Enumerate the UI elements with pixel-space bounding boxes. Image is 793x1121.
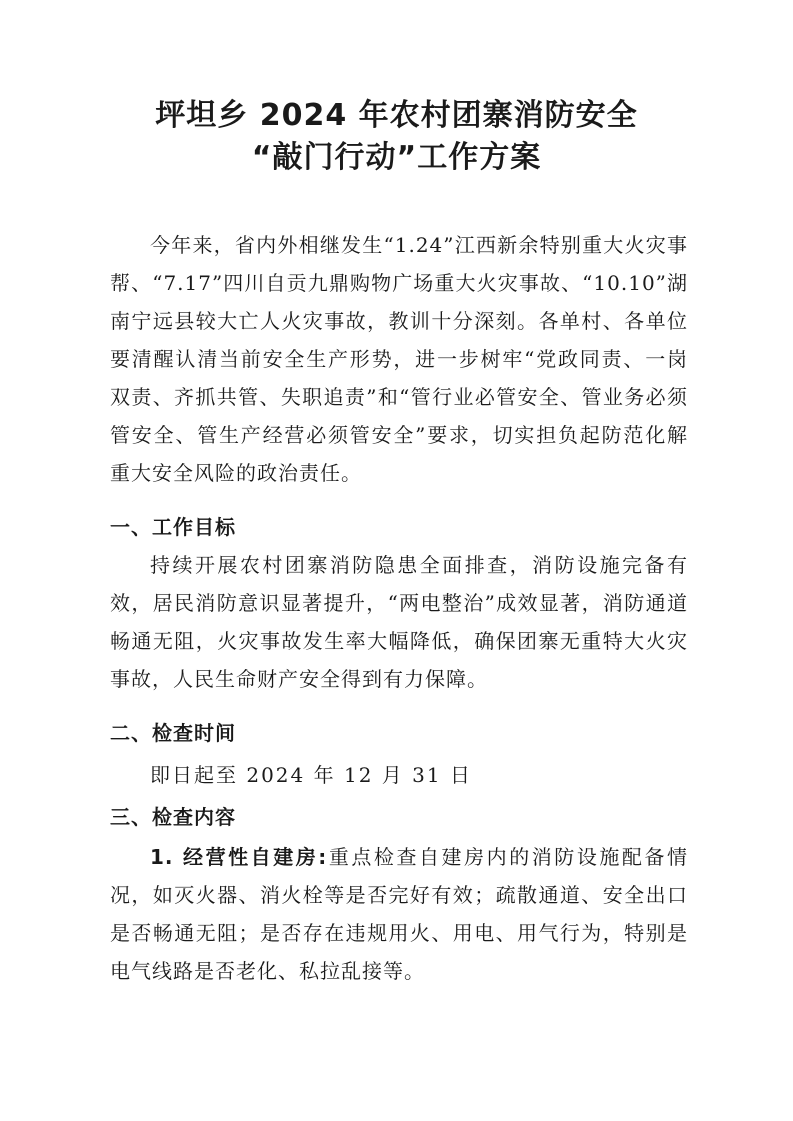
intro-paragraph: 今年来，省内外相继发生“1.24”江西新余特别重大火灾事帮、“7.17”四川自贡九鼎购物广场重大火灾事故、“10.10”湖南宁远县较大亡人火灾事故，教训十分深刻。各单村、各单位要清醒认清当前安全生产形势，进一步树牢“党政同责、一岗双责、齐抓共管、失职追责”和“管行业必管安全、管业务必须管安全、管生产经营必须管安全”要求，切实担负起防范化解重大安全风险的政治责任。: [110, 233, 688, 485]
section-heading-content: 三、检查内容: [110, 805, 236, 829]
inspection-period: 即日起至 2024 年 12 月 31 日: [150, 763, 472, 787]
goals-paragraph: 持续开展农村团寨消防隐患全面排查，消防设施完备有效，居民消防意识显著提升，“两电整治”成效显著，消防通道畅通无阻，火灾事故发生率大幅降低，确保团寨无重特大火灾事故，人民生命财产安全得到有力保障。: [110, 553, 688, 691]
intro-paragraph-block: [110, 226, 688, 492]
section-heading-goals: 一、工作目标: [110, 515, 236, 539]
content-item-1: [110, 838, 688, 990]
content-paragraph-block: [110, 838, 688, 990]
document-title-line-2: “敲门行动”工作方案: [251, 140, 542, 175]
content-item-1-label: 1. 经营性自建房:: [150, 845, 328, 869]
content-item-1-text: 重点检查自建房内的消防设施配备情况，如灭火器、消火栓等是否完好有效；疏散通道、安全出口是否畅通无阻；是否存在违规用火、用电、用气行为，特别是电气线路是否老化、私拉乱接等。: [110, 845, 689, 983]
goals-paragraph-block: [110, 546, 688, 698]
document-title-line-1: 坪坦乡 2024 年农村团寨消防安全: [155, 98, 638, 133]
section-heading-time: 二、检查时间: [110, 721, 236, 745]
